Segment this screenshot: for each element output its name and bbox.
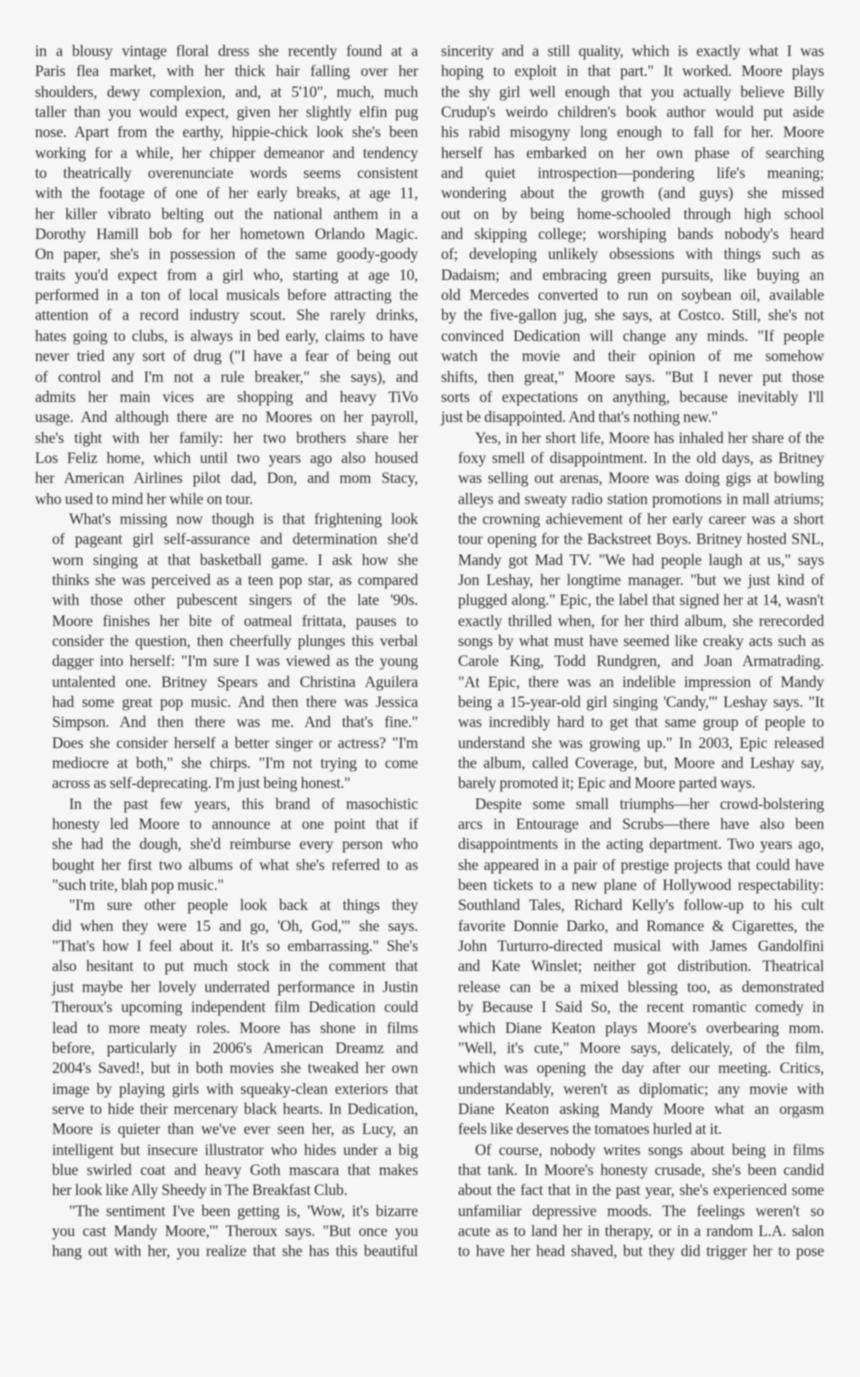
text-line: Dadaism; and embracing green pursuits, like buying an bbox=[441, 266, 824, 284]
text-line: Paris flea market, with her thick hair falling over her bbox=[35, 63, 418, 81]
text-line: about the fact that in the past year, she's experienced some bbox=[458, 1182, 824, 1200]
text-line: which Diane Keaton plays Moore's overbearing mom. bbox=[458, 1019, 824, 1037]
text-line: she had the dough, she'd reimburse every person who bbox=[52, 836, 418, 854]
text-line: across as self-deprecating. I'm just being honest." bbox=[52, 775, 351, 793]
text-line: which was opening the day after our meeting. Critics, bbox=[458, 1060, 824, 1078]
text-line: worn singing at that basketball game. I ask how she bbox=[52, 551, 418, 569]
text-line: intelligent but insecure illustrator who hides under a big bbox=[52, 1141, 418, 1159]
text-line: out on by being home-schooled through high school bbox=[441, 205, 824, 223]
text-line: tour opening for the Backstreet Boys. Britney hosted SNL, bbox=[458, 531, 824, 549]
text-line: working for a while, her chipper demeanor and tendency bbox=[35, 144, 418, 162]
text-line: Jon Leshay, her longtime manager. "but we just kind of bbox=[458, 571, 824, 589]
text-line: just maybe her lovely underrated performance in Justin bbox=[52, 978, 418, 996]
text-line: the album, called Coverage, but, Moore and Leshay say, bbox=[458, 755, 824, 773]
text-line: who used to mind her while on tour. bbox=[35, 490, 253, 508]
text-line: she's tight with her family: her two brothers share her bbox=[35, 429, 418, 447]
text-line: old Mercedes converted to run on soybean oil, available bbox=[441, 287, 824, 305]
text-line: shifts, then great," Moore says. "But I never put those bbox=[441, 368, 824, 386]
right-text-column bbox=[441, 42, 824, 1263]
text-line: before, particularly in 2006's American Dreamz and bbox=[52, 1039, 418, 1057]
text-line: herself has embarked on her own phase of searching bbox=[441, 144, 824, 162]
text-line: mediocre at both," she chirps. "I'm not trying to come bbox=[52, 755, 418, 773]
text-line: hang out with her, you realize that she has this beautiful bbox=[52, 1243, 418, 1261]
text-line: his rabid misogyny long enough to fall for her. Moore bbox=[441, 124, 824, 142]
text-line: Despite some small triumphs—her crowd-bolstering bbox=[475, 795, 824, 813]
text-line: understandably, weren't as diplomatic; any movie with bbox=[458, 1080, 824, 1098]
text-line: by Because I Said So, the recent romantic comedy in bbox=[458, 999, 824, 1017]
article-paragraph bbox=[441, 42, 824, 429]
text-line: Theroux's upcoming independent film Dedication could bbox=[52, 999, 418, 1017]
text-line: nose. Apart from the earthy, hippie-chick look she's been bbox=[35, 124, 418, 142]
text-line: Does she consider herself a better singer or actress? "I'm bbox=[52, 734, 418, 752]
text-line: to theatrically overenunciate words seems consistent bbox=[35, 165, 418, 183]
text-line: "The sentiment I've been getting is, 'Wow, it's bizarre bbox=[69, 1202, 418, 1220]
text-line: plugged along." Epic, the label that signed her at 14, wasn't bbox=[458, 592, 824, 610]
article-paragraph bbox=[35, 1202, 418, 1263]
article-paragraph bbox=[35, 510, 418, 795]
text-line: and quiet introspection—pondering life's meaning; bbox=[441, 165, 824, 183]
text-line: traits you'd expect from a girl who, starting at age 10, bbox=[35, 266, 418, 284]
text-line: Diane Keaton asking Mandy Moore what an orgasm bbox=[458, 1100, 824, 1118]
text-line: 2004's Saved!, but in both movies she tweaked her own bbox=[52, 1060, 418, 1078]
text-line: image by playing girls with squeaky-clean exteriors that bbox=[52, 1080, 418, 1098]
article-paragraph bbox=[441, 1141, 824, 1263]
text-line: convinced Dedication will change any minds. "If people bbox=[441, 327, 824, 345]
text-line: hoping to exploit in that part." It worked. Moore plays bbox=[441, 63, 824, 81]
text-line: hates going to clubs, is always in bed early, claims to have bbox=[35, 327, 418, 345]
text-line: the crowning achievement of her early career was a short bbox=[458, 510, 824, 528]
text-line: you cast Mandy Moore,'" Theroux says. "But once you bbox=[52, 1222, 418, 1240]
text-line: was incredibly hard to get that same group of people to bbox=[458, 714, 824, 732]
text-line: being a 15-year-old girl singing 'Candy,'" Leshay says. "It bbox=[458, 694, 824, 711]
text-line: her killer vibrato belting out the national anthem in a bbox=[35, 205, 418, 223]
text-line: Yes, in her short life, Moore has inhaled her share of the bbox=[475, 429, 824, 447]
text-line: watch the movie and their opinion of me somehow bbox=[441, 348, 824, 366]
text-line: did when they were 15 and go, 'Oh, God,'" she says. bbox=[52, 917, 418, 935]
text-line: shoulders, dewy complexion, and, at 5'10", much, much bbox=[35, 83, 418, 101]
text-line: arcs in Entourage and Scrubs—there have also been bbox=[458, 816, 824, 834]
text-line: Dorothy Hamill bob for her hometown Orlando Magic. bbox=[35, 226, 418, 244]
text-line: also hesitant to put much stock in the comment that bbox=[52, 958, 418, 976]
text-line: of pageant girl self-assurance and determination she'd bbox=[52, 531, 418, 549]
text-line: sorts of expectations on anything, because inevitably I'll bbox=[441, 388, 824, 406]
text-line: of control and I'm not a rule breaker," she says), and bbox=[35, 368, 418, 386]
text-line: with those other pubescent singers of the late '90s. bbox=[52, 592, 418, 610]
text-line: unfamiliar depressive moods. The feelings weren't so bbox=[458, 1202, 824, 1220]
text-line: Los Feliz home, which until two years ago also housed bbox=[35, 449, 418, 467]
text-line: "I'm sure other people look back at things they bbox=[69, 897, 418, 915]
text-line: Moore finishes her bite of oatmeal frittata, pauses to bbox=[52, 612, 418, 630]
article-paragraph bbox=[35, 795, 418, 897]
text-line: thinks she was perceived as a teen pop star, as compared bbox=[52, 571, 418, 589]
text-line: taller than you would expect, given her slightly elfin pug bbox=[35, 104, 418, 122]
text-line: lead to more meaty roles. Moore has shone in films bbox=[52, 1019, 418, 1037]
text-line: just be disappointed. And that's nothing new." bbox=[441, 409, 718, 427]
text-line: "such trite, blah pop music." bbox=[52, 877, 224, 895]
text-line: foxy smell of disappointment. In the old days, as Britney bbox=[458, 449, 824, 467]
text-line: blue swirled coat and heavy Goth mascara that makes bbox=[52, 1161, 418, 1179]
text-line: performed in a ton of local musicals before attracting the bbox=[35, 287, 418, 305]
article-paragraph bbox=[35, 42, 418, 510]
text-line: alleys and sweaty radio station promotions in mall atriums; bbox=[458, 490, 824, 508]
text-line: wondering about the growth (and guys) she missed bbox=[441, 185, 824, 203]
text-line: "That's how I feel about it. It's so embarrassing." She's bbox=[52, 938, 418, 956]
text-line: Carole King, Todd Rundgren, and Joan Armatrading. bbox=[458, 653, 824, 671]
text-line: dagger into herself: "I'm sure I was viewed as the young bbox=[52, 653, 418, 671]
text-line: to have her head shaved, but they did trigger her to pose bbox=[458, 1243, 824, 1261]
text-line: she appeared in a pair of prestige projects that could have bbox=[458, 856, 824, 874]
text-line: favorite Donnie Darko, and Romance & Cigarettes, the bbox=[458, 917, 824, 935]
text-line: was selling out arenas, Moore was doing gigs at bowling bbox=[458, 470, 824, 488]
text-line: understand she was growing up." In 2003, Epic released bbox=[458, 734, 824, 752]
text-line: consider the question, then cheerfully plunges this verbal bbox=[52, 632, 418, 650]
text-line: In the past few years, this brand of masochistic bbox=[69, 795, 418, 813]
text-line: Southland Tales, Richard Kelly's follow-up to his cult bbox=[458, 897, 824, 915]
text-line: never tried any sort of drug ("I have a fear of being out bbox=[35, 348, 418, 366]
text-line: and Kate Winslet; neither got distribution. Theatrical bbox=[458, 958, 824, 976]
text-line: the shy girl well enough that you actually believe Billy bbox=[441, 83, 824, 101]
article-paragraph bbox=[441, 429, 824, 795]
text-line: attention of a record industry scout. She rarely drinks, bbox=[35, 307, 418, 325]
text-line: exactly thrilled when, for her third album, she rerecorded bbox=[458, 612, 824, 630]
text-line: sincerity and a still quality, which is exactly what I was bbox=[441, 43, 824, 60]
text-line: John Turturro-directed musical with James Gandolfini bbox=[458, 938, 824, 956]
text-line: honesty led Moore to announce at one point that if bbox=[52, 816, 418, 834]
text-line: usage. And although there are no Moores on her payroll, bbox=[35, 409, 418, 427]
text-line: Simpson. And then there was me. And that's fine." bbox=[52, 714, 418, 732]
text-line: Crudup's weirdo children's book author would put aside bbox=[441, 104, 824, 122]
text-line: in a blousy vintage floral dress she recently found at a bbox=[35, 43, 418, 60]
text-line: and skipping college; worshiping bands nobody's heard bbox=[441, 226, 824, 244]
text-line: barely promoted it; Epic and Moore parted ways. bbox=[458, 775, 756, 793]
text-line: admits her main vices are shopping and heavy TiVo bbox=[35, 388, 418, 406]
text-line: release can be a mixed blessing too, as demonstrated bbox=[458, 978, 824, 996]
text-line: disappointments in the acting department. Two years ago, bbox=[458, 836, 824, 854]
text-line: of; developing unlikely obsessions with things such as bbox=[441, 246, 824, 264]
text-line: with the footage of one of her early breaks, at age 11, bbox=[35, 185, 418, 203]
text-line: "At Epic, there was an indelible impression of Mandy bbox=[458, 673, 824, 691]
article-paragraph bbox=[35, 896, 418, 1201]
left-text-column bbox=[35, 42, 418, 1263]
text-line: Moore is quieter than we've ever seen her, as Lucy, an bbox=[52, 1121, 418, 1139]
text-line: serve to hide their mercenary black hearts. In Dedication, bbox=[52, 1100, 418, 1118]
text-line: bought her first two albums of what she's referred to as bbox=[52, 856, 418, 874]
text-line: by the five-gallon jug, she says, at Costco. Still, she's not bbox=[441, 307, 824, 325]
text-line: her American Airlines pilot dad, Don, and mom Stacy, bbox=[35, 470, 418, 488]
text-line: untalented one. Britney Spears and Christina Aguilera bbox=[52, 673, 418, 691]
text-line: songs by what must have seemed like creaky acts such as bbox=[458, 632, 824, 650]
text-line: "Well, it's cute," Moore says, delicately, of the film, bbox=[458, 1039, 824, 1057]
text-line: Of course, nobody writes songs about being in films bbox=[475, 1141, 824, 1159]
text-line: acute as to land her in therapy, or in a random L.A. salon bbox=[458, 1222, 824, 1240]
text-line: that tank. In Moore's honesty crusade, she's been candid bbox=[458, 1161, 824, 1179]
text-line: her look like Ally Sheedy in The Breakfast Club. bbox=[52, 1182, 348, 1200]
text-line: On paper, she's in possession of the same goody-goody bbox=[35, 246, 418, 264]
text-line: feels like deserves the tomatoes hurled at it. bbox=[458, 1121, 722, 1139]
text-line: had some great pop music. And then there was Jessica bbox=[52, 694, 418, 711]
text-line: Mandy got Mad TV. "We had people laugh at us," says bbox=[458, 551, 824, 569]
text-line: been tickets to a new plane of Hollywood respectability: bbox=[458, 877, 824, 895]
text-line: What's missing now though is that frightening look bbox=[69, 510, 418, 528]
article-paragraph bbox=[441, 795, 824, 1141]
